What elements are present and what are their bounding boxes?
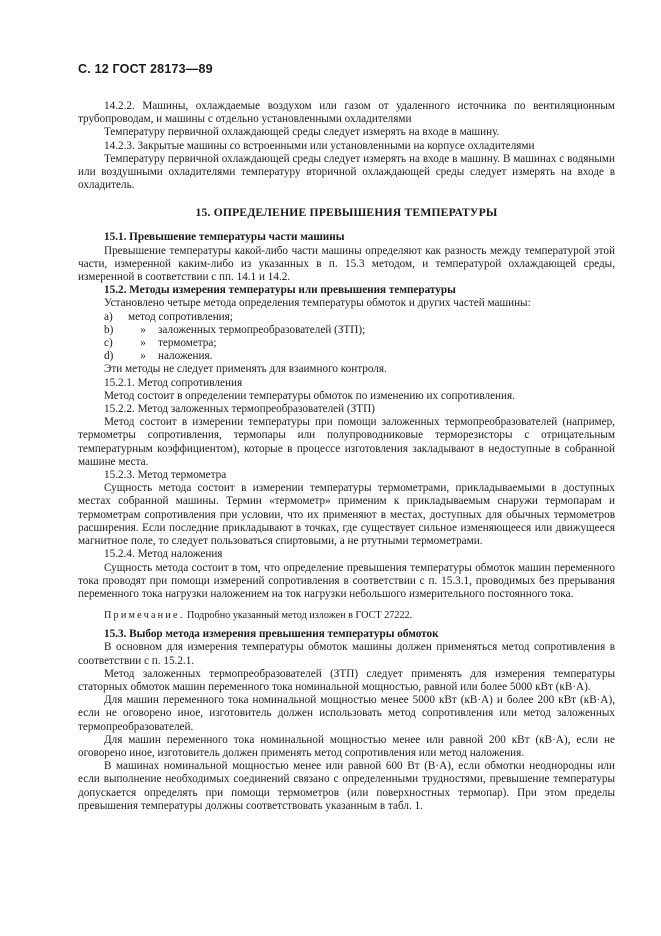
- ditto-mark: »: [140, 350, 146, 363]
- subsection-15-3-p4: Для машин переменного тока номинальной мощностью менее или равной 200 кВт (кВ·А), если не оговорено иное, изготовитель должен применять метод сопротивления или метод наложения.: [78, 733, 615, 759]
- subsection-15-3-p3: Для машин переменного тока номинальной мощностью менее 5000 кВт (кВ·А) и более 200 кВт (кВ·А), если не оговорено иное, изготовитель должен использовать метод сопротивления или метод заложенных термопреобразователей.: [78, 694, 615, 733]
- ditto-mark: »: [140, 337, 146, 350]
- subsection-15-2-2-text: Метод состоит в измерении температуры при помощи заложенных термопреобразователей (например, термометры сопротивления, термопары или полупроводниковые терморезисторы с отрицательным температурным коэффициентом), которые в процессе изготовления закладывают в недоступные в собранной машине места.: [78, 416, 615, 468]
- subsection-15-3-p1: В основном для измерения температуры обмоток машины должен применяться метод сопротивления в соответствии с п. 15.2.1.: [78, 641, 615, 667]
- subsection-15-2-3-title: 15.2.3. Метод термометра: [104, 469, 227, 482]
- subsection-15-2-1-title: 15.2.1. Метод сопротивления: [104, 376, 243, 389]
- method-letter: c): [104, 337, 113, 350]
- note-label: Примечание.: [104, 610, 185, 622]
- method-letter: d): [104, 350, 114, 363]
- note: [78, 609, 615, 622]
- paragraph-14-2-3-text: Температуру первичной охлаждающей среды следует измерять на входе в машину. В машинах с водяными или воздушными охладителями температуру вторичной охлаждающей среды следует измерять на входе в охладитель.: [78, 152, 615, 192]
- subsection-15-2-4-title: 15.2.4. Метод наложения: [104, 548, 223, 561]
- method-list-item: [78, 324, 615, 337]
- note-text: Подробно указанный метод изложен в ГОСТ 27222.: [186, 610, 413, 622]
- paragraph-14-2-2-text: Температуру первичной охлаждающей среды следует измерять на входе в машину.: [104, 126, 500, 139]
- subsection-15-3-title: 15.3. Выбор метода измерения превышения температуры обмоток: [104, 628, 439, 641]
- section-15-title: 15. ОПРЕДЕЛЕНИЕ ПРЕВЫШЕНИЯ ТЕМПЕРАТУРЫ: [195, 206, 498, 220]
- method-list-item: [78, 337, 615, 350]
- method-letter: b): [104, 323, 114, 336]
- method-text: наложения.: [158, 350, 213, 363]
- subsection-15-3-p5: В машинах номинальной мощностью менее или равной 600 Вт (В·А), если обмотки неоднородны или если выполнение необходимых соединений связано с определенными трудностями, превышение температуры допускается определять при помощи термометров (или поверхностных термопар). При этом пределы превышения температуры должны соответствовать указанным в табл. 1.: [78, 760, 615, 812]
- method-letter: a): [104, 310, 113, 323]
- ditto-mark: »: [140, 323, 146, 336]
- page-header: С. 12 ГОСТ 28173—89: [78, 62, 213, 76]
- subsection-15-2-title: 15.2. Методы измерения температуры или превышения температуры: [104, 284, 456, 297]
- paragraph-14-2-2: 14.2.2. Машины, охлаждаемые воздухом или газом от удаленного источника по вентиляционным трубопроводам, и машины с отдельно установленными охладителями: [78, 100, 615, 126]
- subsection-15-2-intro: Установлено четыре метода определения температуры обмоток и других частей машины:: [104, 297, 531, 310]
- subsection-15-3-p2: Метод заложенных термопреобразователей (ЗТП) следует применять для измерения температуры статорных обмоток машин переменного тока номинальной мощностью, равной или более 5000 кВт (кВ·А).: [78, 667, 615, 693]
- document-page: [78, 62, 615, 813]
- method-text: заложенных термопреобразователей (ЗТП);: [158, 323, 366, 336]
- method-text: метод сопротивления;: [128, 310, 233, 323]
- method-list-item: [78, 350, 615, 363]
- methods-note: Эти методы не следует применять для взаимного контроля.: [104, 363, 387, 376]
- subsection-15-1-text: Превышение температуры какой-либо части машины определяют как разность между температурой этой части, измеренной каким-либо из указанных в п. 15.3 методом, и температурой охлаждающей среды, измеренной в соответствии с пп. 14.1 и 14.2.: [78, 244, 615, 284]
- subsection-15-1-title: 15.1. Превышение температуры части машины: [104, 231, 345, 244]
- paragraph-14-2-3: 14.2.3. Закрытые машины со встроенными или установленными на корпусе охладителями: [104, 139, 535, 152]
- method-list-item: [78, 311, 615, 324]
- subsection-15-2-3-text: Сущность метода состоит в измерении температуры термометрами, прикладываемыми в доступных местах собранной машины. Термин «термометр» применим к прикладываемым снаружи термопарам и термометрам сопротивления при условии, что их применяют в местах, доступных для обычных термометров расширения. Если последние прикладывают в точках, где существует сильное изменяющееся или движущееся магнитное поле, то следует пользоваться спиртовыми, а не ртутными термометрами.: [78, 482, 615, 548]
- subsection-15-2-2-title: 15.2.2. Метод заложенных термопреобразователей (ЗТП): [104, 403, 375, 416]
- subsection-15-2-1-text: Метод состоит в определении температуры обмоток по изменению их сопротивления.: [104, 389, 515, 402]
- subsection-15-2-4-text: Сущность метода состоит в том, что определение превышения температуры обмоток машин переменного тока проводят при помощи измерений сопротивления в соответствии с п. 15.3.1, проводимых без прерывания переменного тока нагрузки наложением на ток нагрузки небольшого измерительного постоянного тока.: [78, 561, 615, 600]
- method-text: термометра;: [158, 337, 217, 350]
